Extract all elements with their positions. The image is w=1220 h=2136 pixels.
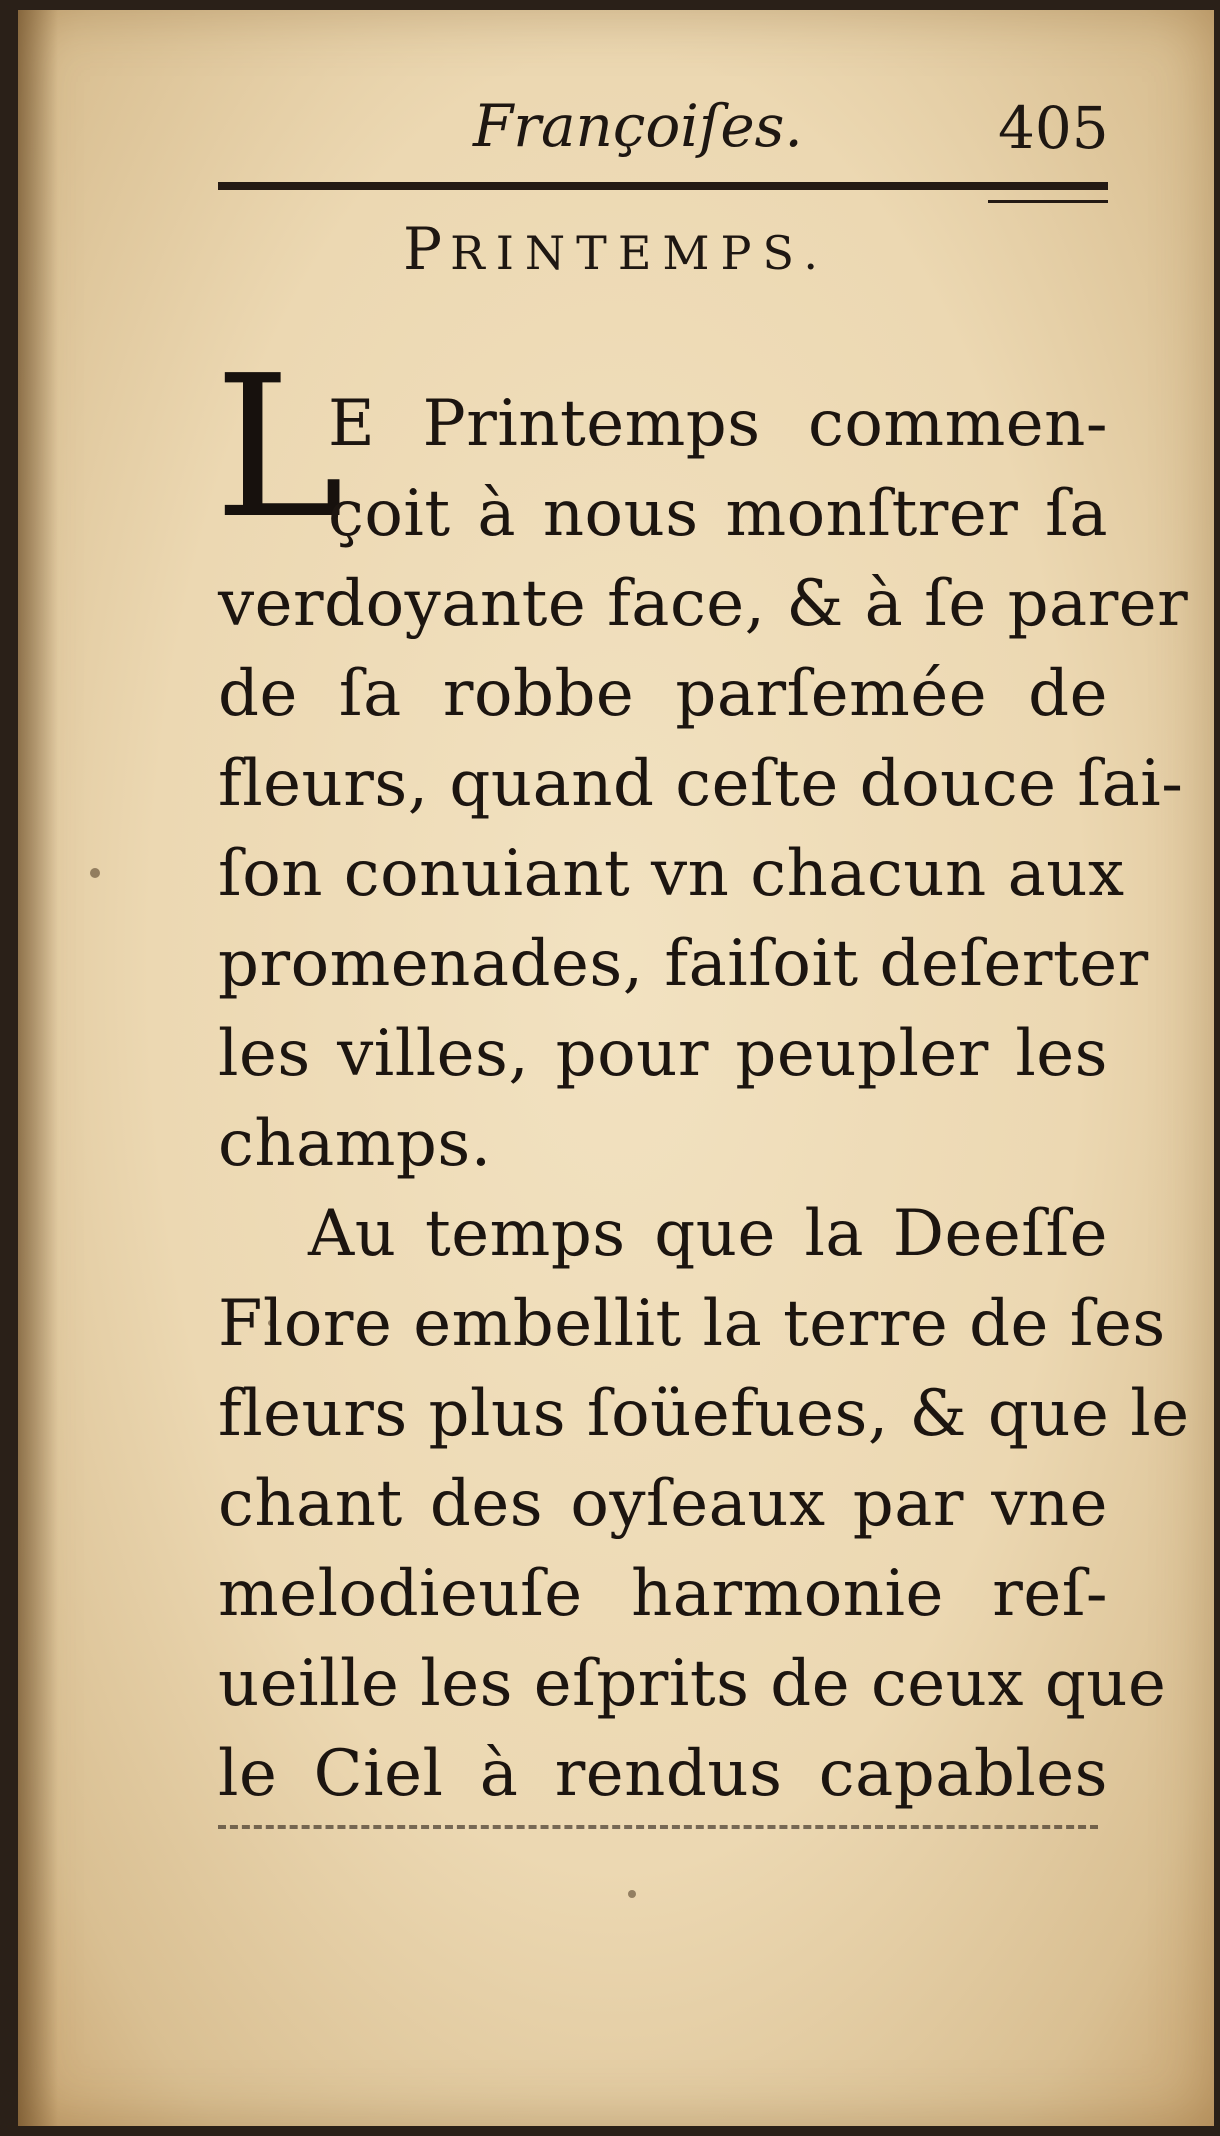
text-line: de ſa robbe parſemée de (218, 657, 1108, 731)
text-line: verdoyante face, & à ſe parer (218, 567, 1189, 641)
text-line: ueille les eſprits de ceux que (218, 1647, 1167, 1721)
text-line: les villes, pour peupler les (218, 1017, 1108, 1091)
page-number: 405 (998, 94, 1109, 162)
text-line: chant des oyſeaux par vne (218, 1467, 1108, 1541)
section-heading-initial: P (403, 215, 451, 283)
text-line: E Printemps commen- (328, 387, 1108, 461)
running-head (18, 80, 1214, 162)
section-heading-rest: RINTEMPS. (450, 226, 829, 280)
running-title: Françoiſes. (473, 92, 803, 160)
text-line: champs. (218, 1107, 492, 1181)
text-line: Au temps que la Deeſſe (308, 1197, 1108, 1271)
text-line: ſon conuiant vn chacun aux (218, 837, 1125, 911)
text-line: promenades, faiſoit deſerter (218, 927, 1149, 1001)
text-line: fleurs plus ſoüefues, & que le (218, 1377, 1190, 1451)
text-line: le Ciel à rendus capables (218, 1737, 1108, 1811)
section-heading (18, 215, 1214, 283)
bottom-underline-marks (218, 1825, 1098, 1835)
header-rule-thin (988, 200, 1108, 203)
ink-speck (90, 868, 100, 878)
text-line: melodieuſe harmonie reſ- (218, 1557, 1108, 1631)
ink-speck (628, 1890, 636, 1898)
header-rule (218, 182, 1108, 190)
page-gutter-shadow (18, 10, 58, 2126)
text-line: Flore embellit la terre de ſes (218, 1287, 1166, 1361)
text-line: çoit à nous monſtrer ſa (328, 477, 1108, 551)
text-line: fleurs, quand ceſte douce ſai- (218, 747, 1184, 821)
drop-cap: L (214, 334, 345, 562)
book-page (18, 10, 1214, 2126)
